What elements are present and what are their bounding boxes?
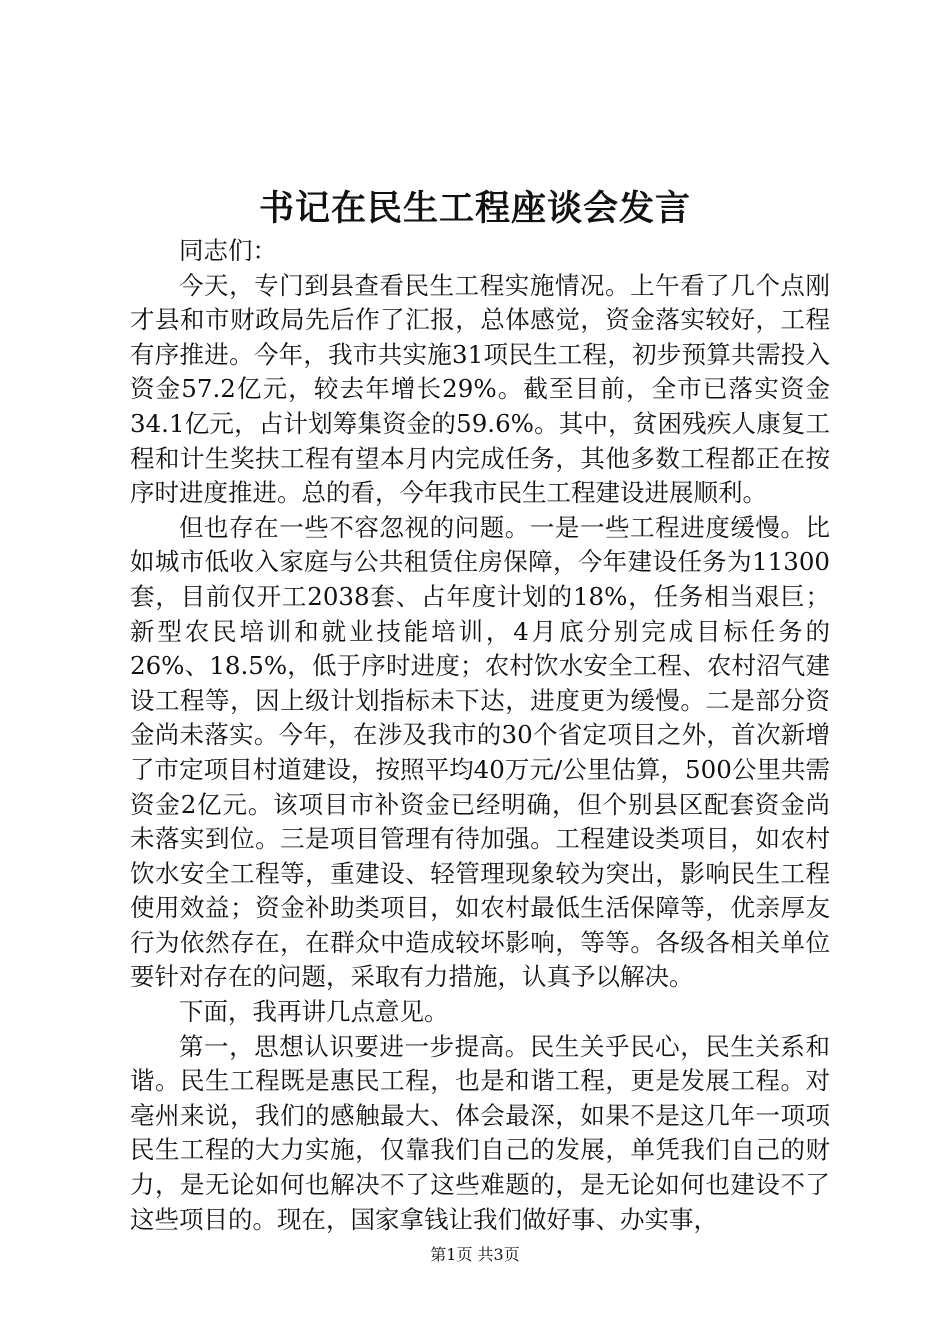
first-point-paragraph: 第一，思想认识要进一步提高。民生关乎民心，民生关系和谐。民生工程既是惠民工程，也是和谐工程，更是发展工程。对亳州来说，我们的感触最大、体会最深，如果不是这几年一项项民生工程的大力实施，仅靠我们自己的发展，单凭我们自己的财力，是无论如何也解决不了这些难题的，是无论如何也建设不了这些项目的。现在，国家拿钱让我们做好事、办实事， bbox=[130, 1031, 830, 1234]
salutation-paragraph: 同志们： bbox=[179, 236, 277, 265]
document-body bbox=[130, 234, 830, 1237]
problems-paragraph: 但也存在一些不容忽视的问题。一是一些工程进度缓慢。比如城市低收入家庭与公共租赁住房保障，今年建设任务为11300套，目前仅开工2038套、占年度计划的18%，任务相当艰巨；新型农民培训和就业技能培训，4月底分别完成目标任务的26%、18.5%，低于序时进度；农村饮水安全工程、农村沼气建设工程等，因上级计划指标未下达，进度更为缓慢。二是部分资金尚未落实。今年，在涉及我市的30个省定项目之外，首次新增了市定项目村道建设，按照平均40万元/公里估算，500公里共需资金2亿元。该项目市补资金已经明确，但个别县区配套资金尚未落实到位。三是项目管理有待加强。工程建设类项目，如农村饮水安全工程等，重建设、轻管理现象较为突出，影响民生工程使用效益；资金补助类项目，如农村最低生活保障等，优亲厚友行为依然存在，在群众中造成较坏影响，等等。各级各相关单位要针对存在的问题，采取有力措施，认真予以解决。 bbox=[130, 512, 830, 992]
document-title: 书记在民生工程座谈会发言 bbox=[258, 188, 691, 229]
page-number-footer: 第1页 共3页 bbox=[430, 1245, 520, 1264]
transition-paragraph: 下面，我再讲几点意见。 bbox=[179, 997, 449, 1027]
progress-paragraph: 今天，专门到县查看民生工程实施情况。上午看了几个点刚才县和市财政局先后作了汇报，总体感觉，资金落实较好，工程有序推进。今年，我市共实施31项民生工程，初步预算共需投入资金57.2亿元，较去年增长29%。截至目前，全市已落实资金34.1亿元，占计划筹集资金的59.6%。其中，贫困残疾人康复工程和计生奖扶工程有望本月内完成任务，其他多数工程都正在按序时进度推进。总的看，今年我市民生工程建设进展顺利。 bbox=[130, 270, 830, 508]
